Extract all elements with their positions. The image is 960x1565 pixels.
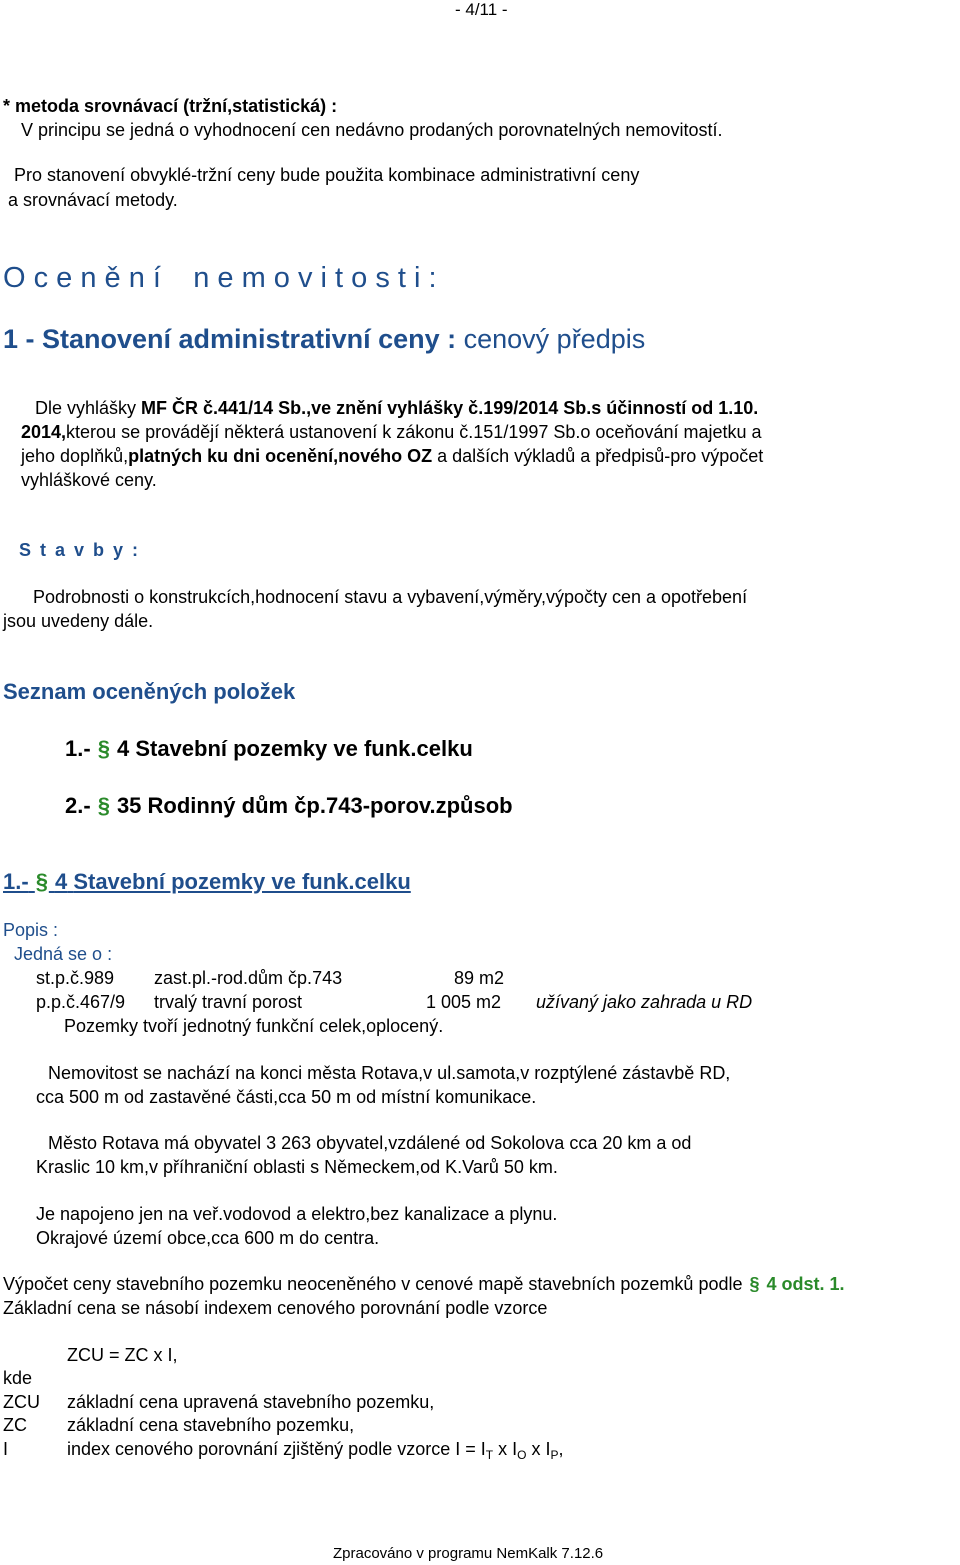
valuation-title: O c e n ě n í n e m o v i t o s t i : — [3, 262, 437, 294]
method-text: V principu se jedná o vyhodnocení cen nedávno prodaných porovnatelných nemovitostí. — [21, 120, 723, 140]
index-x1: x I — [493, 1439, 518, 1459]
decree-l3-b: platných ku dni ocenění,nového OZ — [128, 446, 433, 466]
location-line1: Nemovitost se nachází na konci města Rotava,v ul.samota,v rozptýlené zástavbě RD, — [48, 1063, 731, 1083]
footer: Zpracováno v programu NemKalk 7.12.6 — [333, 1545, 604, 1562]
decree-l3-c: a dalších výkladů a předpisů-pro výpočet — [432, 446, 764, 466]
legend-i-sym: I — [3, 1439, 9, 1459]
section-arrow-icon: § — [97, 793, 110, 818]
calc-l1-b: 4 odst. 1. — [766, 1274, 845, 1294]
item-1-no: 4 — [116, 736, 130, 761]
section-arrow-icon: § — [749, 1274, 760, 1294]
buildings-heading: S t a v b y : — [19, 540, 141, 560]
index-sub-o: O — [517, 1448, 527, 1462]
decree-l1-b: MF ČR č.441/14 Sb.,ve znění vyhlášky č.199/2014 Sb.s účinností od 1.10. — [141, 398, 759, 418]
parcel-1-type: zast.pl.-rod.dům čp.743 — [154, 968, 343, 988]
item-2-label: Rodinný dům čp.743-porov.způsob — [147, 793, 513, 818]
section1-no: 4 — [54, 869, 68, 894]
admin-price-heading-rest: cenový předpis — [456, 324, 646, 354]
buildings-text1: Podrobnosti o konstrukcích,hodnocení stavu a vybavení,výměry,výpočty cen a opotřebení — [33, 587, 748, 607]
utilities-line2: Okrajové území obce,cca 600 m do centra. — [36, 1228, 380, 1248]
parcel-2-type: trvalý travní porost — [154, 992, 303, 1012]
parcel-1-area: 89 m2 — [454, 968, 505, 988]
decree-line3 — [21, 446, 763, 467]
section-arrow-icon: § — [35, 869, 48, 894]
description-label: Popis : — [3, 920, 59, 940]
index-sub-t: T — [485, 1448, 494, 1462]
combination-line2: a srovnávací metody. — [8, 190, 178, 210]
index-desc: index cenového porovnání zjištěný podle vzorce I = I — [67, 1439, 486, 1459]
legend-zc-sym: ZC — [3, 1415, 27, 1435]
item-1-num: 1.- — [65, 736, 91, 761]
item-2-num: 2.- — [65, 793, 91, 818]
calc-l1-a: Výpočet ceny stavebního pozemku neoceněného v cenové mapě stavebních pozemků podle — [3, 1274, 748, 1294]
item-2-no: 35 — [116, 793, 142, 818]
location-line2: cca 500 m od zastavěné části,cca 50 m od místní komunikace. — [36, 1087, 537, 1107]
section1-num: 1.- — [3, 869, 29, 894]
page-number: - 4/11 - — [455, 0, 508, 19]
legend-where: kde — [3, 1368, 33, 1388]
section1-label: Stavební pozemky ve funk.celku — [73, 869, 411, 894]
parcel-2-id: p.p.č.467/9 — [36, 992, 126, 1012]
utilities-line1: Je napojeno jen na veř.vodovod a elektro,bez kanalizace a plynu. — [36, 1204, 558, 1224]
combination-line1: Pro stanovení obvyklé-tržní ceny bude použita kombinace administrativní ceny — [14, 165, 640, 185]
section-arrow-icon: § — [97, 736, 110, 761]
parcel-2-note: užívaný jako zahrada u RD — [536, 992, 753, 1012]
legend-zcu-sym: ZCU — [3, 1392, 40, 1412]
town-line2: Kraslic 10 km,v příhraniční oblasti s Německem,od K.Varů 50 km. — [36, 1157, 558, 1177]
section1-heading — [3, 869, 411, 895]
decree-line1 — [35, 398, 758, 419]
decree-l2-b: kterou se provádějí některá ustanovení k zákonu č.151/1997 Sb. — [66, 422, 581, 442]
legend-i-desc — [67, 1439, 564, 1462]
parcel-1-id: st.p.č.989 — [36, 968, 115, 988]
description-intro: Jedná se o : — [14, 944, 113, 964]
index-x2: x I — [526, 1439, 551, 1459]
method-heading: * metoda srovnávací (tržní,statistická) : — [3, 96, 338, 116]
decree-l2-c: o oceňování majetku a — [580, 422, 762, 442]
decree-l2-a: 2014, — [21, 422, 67, 442]
item-1 — [65, 736, 473, 762]
admin-price-heading — [3, 324, 645, 355]
index-sub-p: P — [550, 1448, 559, 1462]
item-1-label: Stavební pozemky ve funk.celku — [135, 736, 473, 761]
decree-line2 — [21, 422, 762, 443]
parcel-2-area: 1 005 m2 — [426, 992, 502, 1012]
description-unit: Pozemky tvoří jednotný funkční celek,oplocený. — [64, 1016, 444, 1036]
buildings-text2: jsou uvedeny dále. — [3, 611, 154, 631]
calc-line2: Základní cena se násobí indexem cenového porovnání podle vzorce — [3, 1298, 548, 1318]
items-heading: Seznam oceněných položek — [3, 679, 296, 704]
legend-zc-desc: základní cena stavebního pozemku, — [67, 1415, 355, 1435]
legend-zcu-desc: základní cena upravená stavebního pozemku, — [67, 1392, 435, 1412]
admin-price-heading-bold: 1 - Stanovení administrativní ceny : — [3, 324, 457, 354]
formula: ZCU = ZC x I, — [67, 1345, 178, 1365]
index-end: , — [558, 1439, 564, 1459]
town-line1: Město Rotava má obyvatel 3 263 obyvatel,vzdálené od Sokolova cca 20 km a od — [48, 1133, 692, 1153]
decree-l3-a: jeho doplňků, — [21, 446, 129, 466]
item-2 — [65, 793, 513, 819]
calc-line1 — [3, 1274, 845, 1295]
decree-line4: vyhláškové ceny. — [21, 470, 157, 490]
decree-l1-a: Dle vyhlášky — [35, 398, 142, 418]
